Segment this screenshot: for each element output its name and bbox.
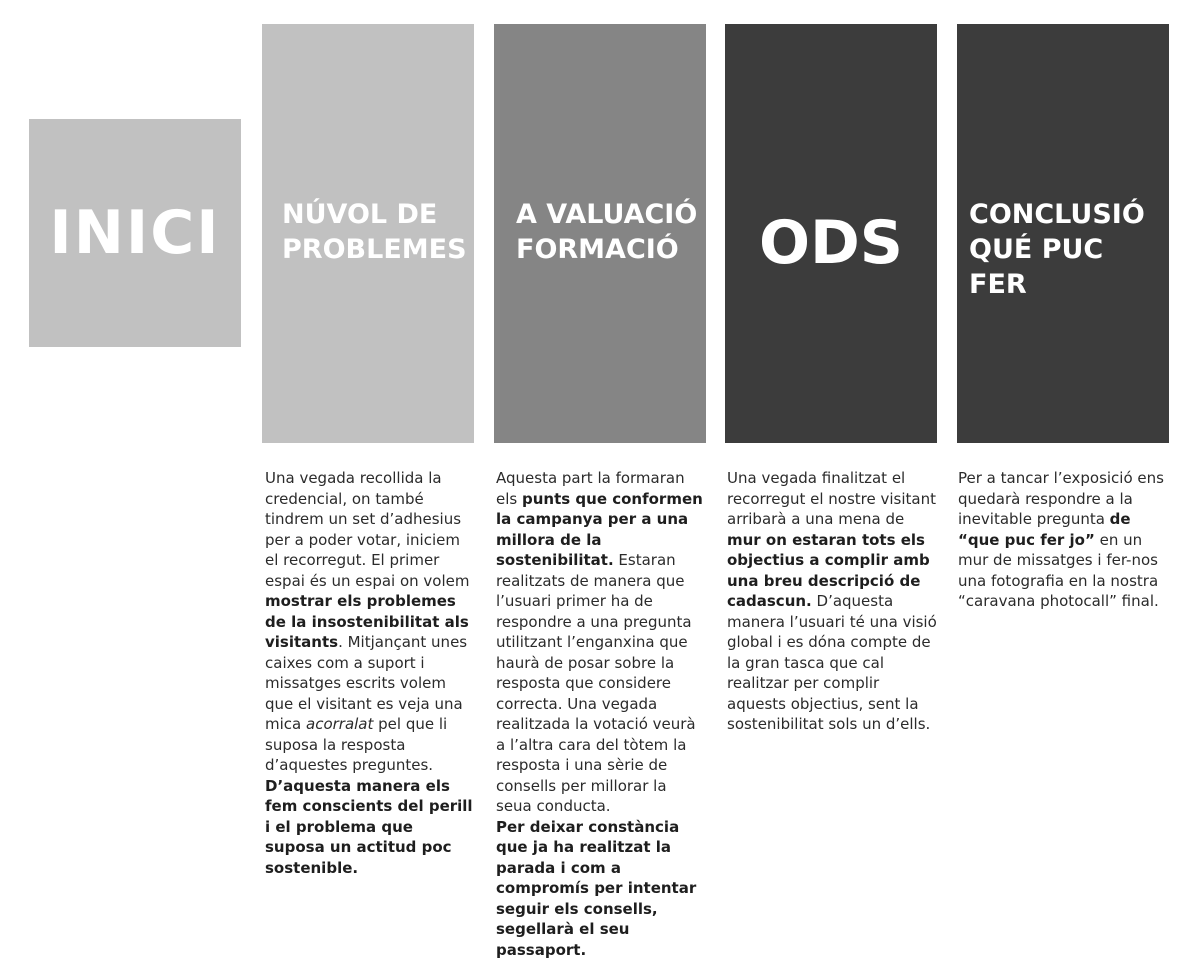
desc-bold-text: Per deixar constància que ja ha realitzat la parada i com a compromís per intentar seguir els consells, segellarà el seu passaport.: [496, 817, 697, 959]
desc-text: Per a tancar l’exposició ens quedarà respondre a la inevitable pregunta: [958, 469, 1164, 528]
desc-italic-text: acorralat: [306, 715, 374, 733]
desc-text: Una vegada finalitzat el recorregut el nostre visitant arribarà a una mena de: [727, 469, 937, 528]
desc-bold-text: de “que puc fer jo”: [958, 510, 1131, 549]
stage-nuvol-description: [265, 468, 475, 878]
stage-conclusio-box: [957, 24, 1169, 443]
stage-valuacio-description: [496, 468, 706, 960]
stage-valuacio-box: [494, 24, 706, 443]
desc-text: en un mur de missatges i fer-nos una fotografia en la nostra “caravana photocall” final.: [958, 530, 1159, 610]
stage-ods-description: [727, 468, 937, 735]
stage-conclusio-description: [958, 468, 1168, 612]
desc-text: D’aquesta manera l’usuari té una visió global i es dóna compte de la gran tasca que cal realitzar per complir aquests objectius, sent la sostenibilitat sols un d’ells.: [727, 592, 937, 733]
desc-bold-text: mur on estaran tots els objectius a complir amb una breu descripció de cadascun.: [727, 530, 930, 610]
stage-ods-title: ODS: [758, 208, 904, 278]
stage-nuvol-box: [262, 24, 474, 443]
stage-inici-title: INICI: [49, 198, 221, 268]
desc-text: . Mitjançant unes caixes com a suport i missatges escrits volem que el visitant es veja una mica: [265, 633, 468, 733]
desc-bold-text: mostrar els problemes de la insostenibilitat als visitants: [265, 592, 469, 651]
desc-bold-text: punts que conformen la campanya per a una millora de la sostenibilitat.: [496, 489, 703, 569]
stage-conclusio-title: CONCLUSIÓ QUÉ PUC FER: [969, 199, 1145, 300]
stage-ods-box: [725, 24, 937, 443]
desc-text: pel que li suposa la resposta d’aquestes preguntes.: [265, 715, 448, 774]
stage-nuvol-title: NÚVOL DE PROBLEMES: [282, 199, 467, 265]
stage-inici-box: [29, 119, 241, 347]
desc-text: Aquesta part la formaran els: [496, 469, 685, 508]
desc-text: Estaran realitzats de manera que l’usuari primer ha de respondre a una pregunta utilitzant l’enganxina que haurà de posar sobre la resposta que considere correcta. Una vegada realitzada la votació veurà a l’altra cara del tòtem la resposta i una sèrie de consells per millorar la seua conducta.: [496, 551, 696, 815]
desc-bold-text: D’aquesta manera els fem conscients del perill i el problema que suposa un actitud poc sostenible.: [265, 776, 473, 877]
desc-text: Una vegada recollida la credencial, on també tindrem un set d’adhesius per a poder votar, iniciem el recorregut. El primer espai és un espai on volem: [265, 469, 470, 590]
stage-valuacio-title: A VALUACIÓ FORMACIÓ: [516, 199, 698, 265]
